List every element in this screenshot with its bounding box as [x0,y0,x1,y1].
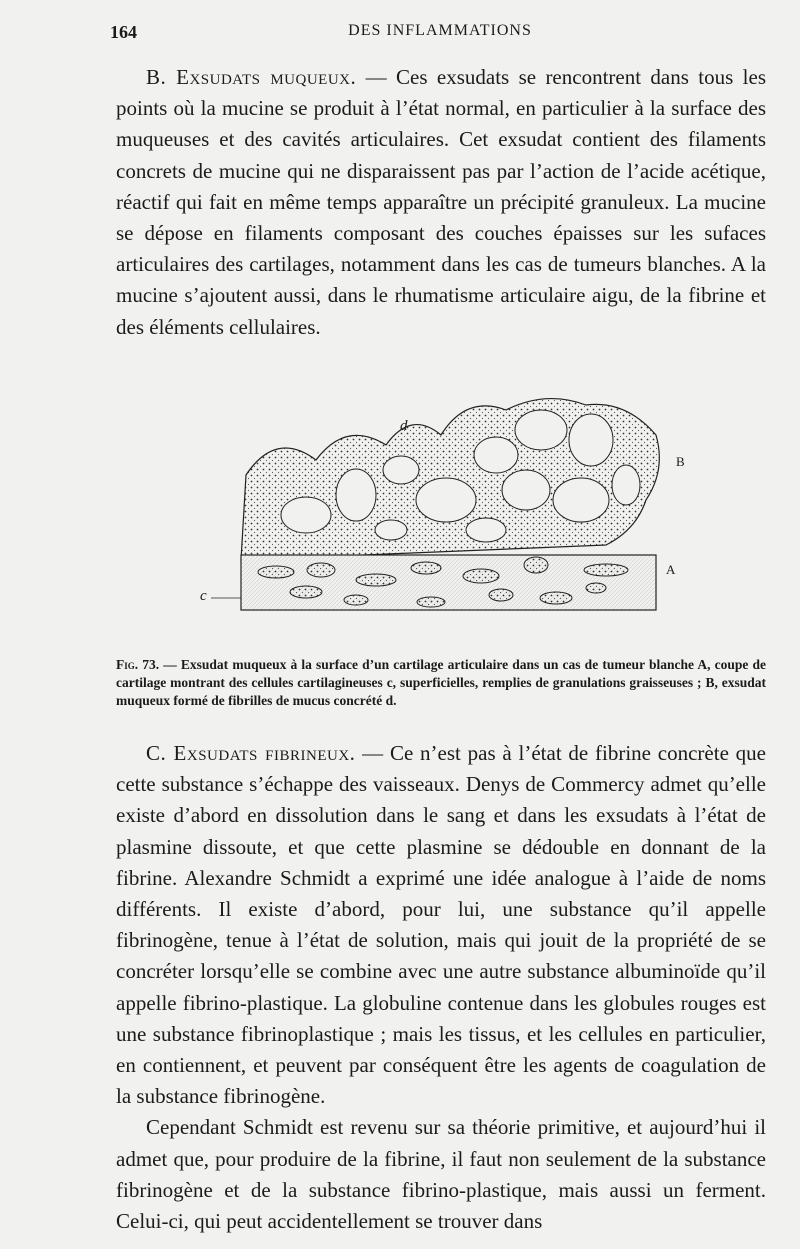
section-heading-c: C. Exsudats fibrineux. [146,741,356,765]
running-head [110,22,770,48]
figure-label-d: d [400,418,408,434]
paragraph-schmidt: Cependant Schmidt est revenu sur sa théorie primitive, et aujourd’hui il admet que, pour produire de la fibrine, il faut non seulement de la substance fibrinogène et de la substance fibrino-plastique, mais aussi un ferment. Celui-ci, qui peut accidentellement se trouver dans [116,1115,766,1234]
figure-label-B: B [676,454,685,469]
caption-text: — Exsudat muqueux à la surface d’un cartilage articulaire dans un cas de tumeur blanche A, coupe de cartilage montrant des cellules cartilagineuses c, superficielles, remplies de granulations graisseuses ; B, exsudat muqueux formé de fibrilles de mucus concrété d. [116,657,766,708]
section-exsudats-fibrineux [116,738,766,1237]
paragraph-text: — Ce n’est pas à l’état de fibrine concrète que cette substance s’échappe des vaisseaux. Denys de Commercy admet qu’elle existe d’abord en dissolution dans le sang et dans les exsudats à l’état de plasmine dissoute, et que cette plasmine se dédouble en donnant de la fibrine. Alexandre Schmidt a exprimé une idée analogue à l’aide de noms différents. Il existe d’abord, pour lui, une substance qu’il appelle fibrinogène, tenue à l’état de solution, mais qui jouit de la propriété de se concréter lorsqu’elle se combine avec une autre substance albuminoïde qu’il appelle fibrino-plastique. La globuline contenue dans les globules rouges est une substance fibrinoplastique ; mais les tissus, et les cellules en particulier, en contiennent, et peuvent par conséquent être les agents de coagulation de la substance fibrinogène. [116,741,766,1109]
paragraph-exsudats-fibrineux [116,738,766,1112]
figure-number: Fig. 73. [116,657,160,672]
section-exsudats-muqueux [116,62,766,343]
figure-caption [116,656,766,710]
figure-label-A: A [666,562,676,577]
cartilage-engraving [196,390,686,625]
page-number: 164 [110,22,137,42]
paragraph-text: — Ces exsudats se rencontrent dans tous les points où la mucine se produit à l’état normal, en particulier à la surface des muqueuses et des cavités articulaires. Cet exsudat contient des filaments concrets de mucine qui ne disparaissent pas par l’action de l’acide acétique, réactif qui fait en même temps apparaître un précipité granuleux. La mucine se dépose en filaments composant des couches épaisses sur les sufaces articulaires des cartilages, notamment dans les cas de tumeurs blanches. A la mucine s’ajoutent aussi, dans le rhumatisme articulaire aigu, de la fibrine et des éléments cellulaires. [116,65,766,339]
figure-73-illustration [196,390,686,625]
figure-label-c: c [200,588,207,604]
paragraph-exsudats-muqueux [116,62,766,343]
section-heading-b: B. Exsudats muqueux. [146,65,357,89]
running-title: DES INFLAMMATIONS [348,22,532,39]
